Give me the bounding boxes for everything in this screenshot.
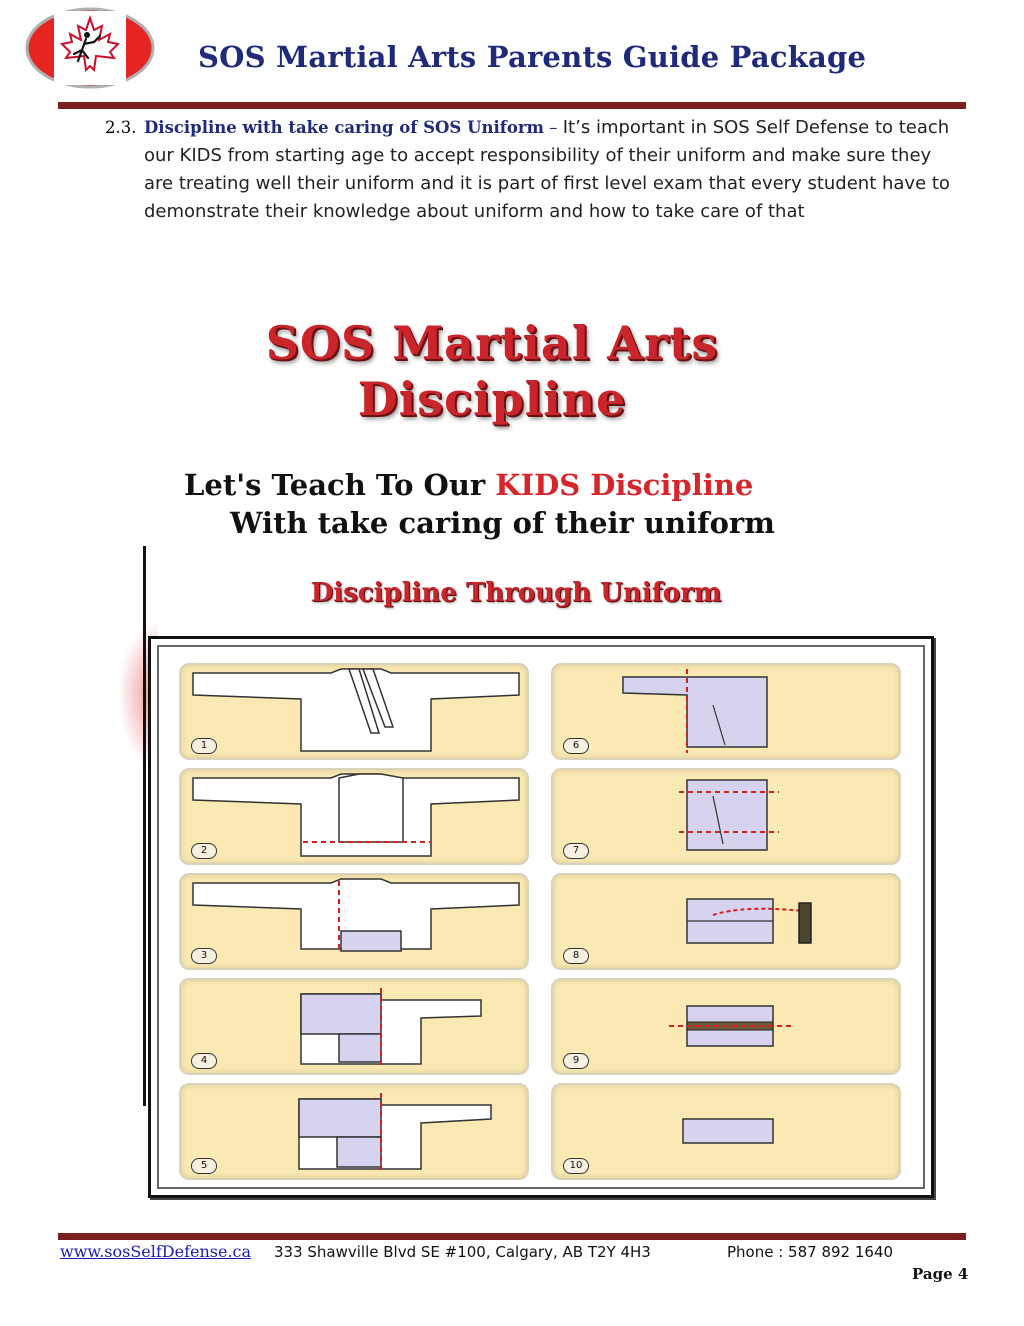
step-panel-3 bbox=[179, 873, 529, 970]
footer-website-link[interactable]: www.sosSelfDefense.ca bbox=[60, 1242, 252, 1261]
section-heading: Discipline with take caring of SOS Uniform bbox=[144, 118, 544, 137]
footer-divider bbox=[58, 1233, 966, 1240]
steps-inner-frame bbox=[157, 645, 925, 1189]
jacket-and-belt-icon bbox=[553, 875, 899, 968]
step-number-4: 4 bbox=[191, 1053, 217, 1069]
step-panel-10 bbox=[551, 1083, 901, 1180]
poster-tagline-2: With take caring of their uniform bbox=[230, 506, 775, 540]
step-number-2: 2 bbox=[191, 843, 217, 859]
footer-address: 333 Shawville Blvd SE #100, Calgary, AB T2Y 4H3 bbox=[274, 1243, 651, 1261]
page-number: Page 4 bbox=[912, 1265, 969, 1283]
step-number-1: 1 bbox=[191, 738, 217, 754]
section-dash: – bbox=[544, 118, 563, 137]
jacket-thirds-fold-icon bbox=[553, 770, 899, 863]
step-panel-1 bbox=[179, 663, 529, 760]
jacket-belt-tied-icon bbox=[553, 980, 899, 1073]
open-jacket-icon bbox=[181, 665, 527, 758]
section-paragraph bbox=[105, 114, 965, 226]
jacket-half-fold-icon bbox=[553, 665, 899, 758]
jacket-fold-side-icon bbox=[181, 980, 527, 1073]
uniform-folding-steps bbox=[148, 636, 934, 1198]
step-panel-9 bbox=[551, 978, 901, 1075]
tagline-black-text: Let's Teach To Our bbox=[184, 468, 496, 502]
step-number-3: 3 bbox=[191, 948, 217, 964]
jacket-sleeve-fold-icon bbox=[181, 1085, 527, 1178]
section-number: 2.3. bbox=[105, 118, 137, 137]
jacket-fold-bottom-icon bbox=[181, 875, 527, 968]
decorative-left-bar bbox=[143, 546, 146, 1106]
poster-title-line-1: SOS Martial Arts bbox=[265, 316, 719, 370]
step-panel-2 bbox=[179, 768, 529, 865]
step-panel-4 bbox=[179, 978, 529, 1075]
step-number-9: 9 bbox=[563, 1053, 589, 1069]
tagline-red-text: KIDS Discipline bbox=[495, 468, 754, 502]
step-number-7: 7 bbox=[563, 843, 589, 859]
logo bbox=[24, 6, 156, 90]
section-text bbox=[144, 114, 965, 226]
step-number-8: 8 bbox=[563, 948, 589, 964]
header-divider bbox=[58, 102, 966, 109]
step-panel-5 bbox=[179, 1083, 529, 1180]
poster-title-line-2: Discipline bbox=[357, 372, 627, 426]
step-panel-6 bbox=[551, 663, 901, 760]
step-number-5: 5 bbox=[191, 1158, 217, 1174]
header-title: SOS Martial Arts Parents Guide Package bbox=[198, 40, 867, 74]
step-panel-7 bbox=[551, 768, 901, 865]
footer-phone: Phone : 587 892 1640 bbox=[727, 1243, 894, 1261]
folded-uniform-icon bbox=[553, 1085, 899, 1178]
maple-leaf-logo-icon bbox=[24, 6, 156, 90]
poster-subtitle: Discipline Through Uniform bbox=[310, 578, 722, 608]
section-body: It’s important in SOS Self Defense to teach our KIDS from starting age to accept responsibility of their uniform and make sure they are treating well their uniform and it is part of first level exam that every student have to demonstrate their knowledge about uniform and how to take care of that bbox=[144, 117, 950, 222]
poster-tagline-1 bbox=[184, 468, 753, 502]
jacket-overlap-icon bbox=[181, 770, 527, 863]
step-number-10: 10 bbox=[563, 1158, 589, 1174]
step-number-6: 6 bbox=[563, 738, 589, 754]
step-panel-8 bbox=[551, 873, 901, 970]
